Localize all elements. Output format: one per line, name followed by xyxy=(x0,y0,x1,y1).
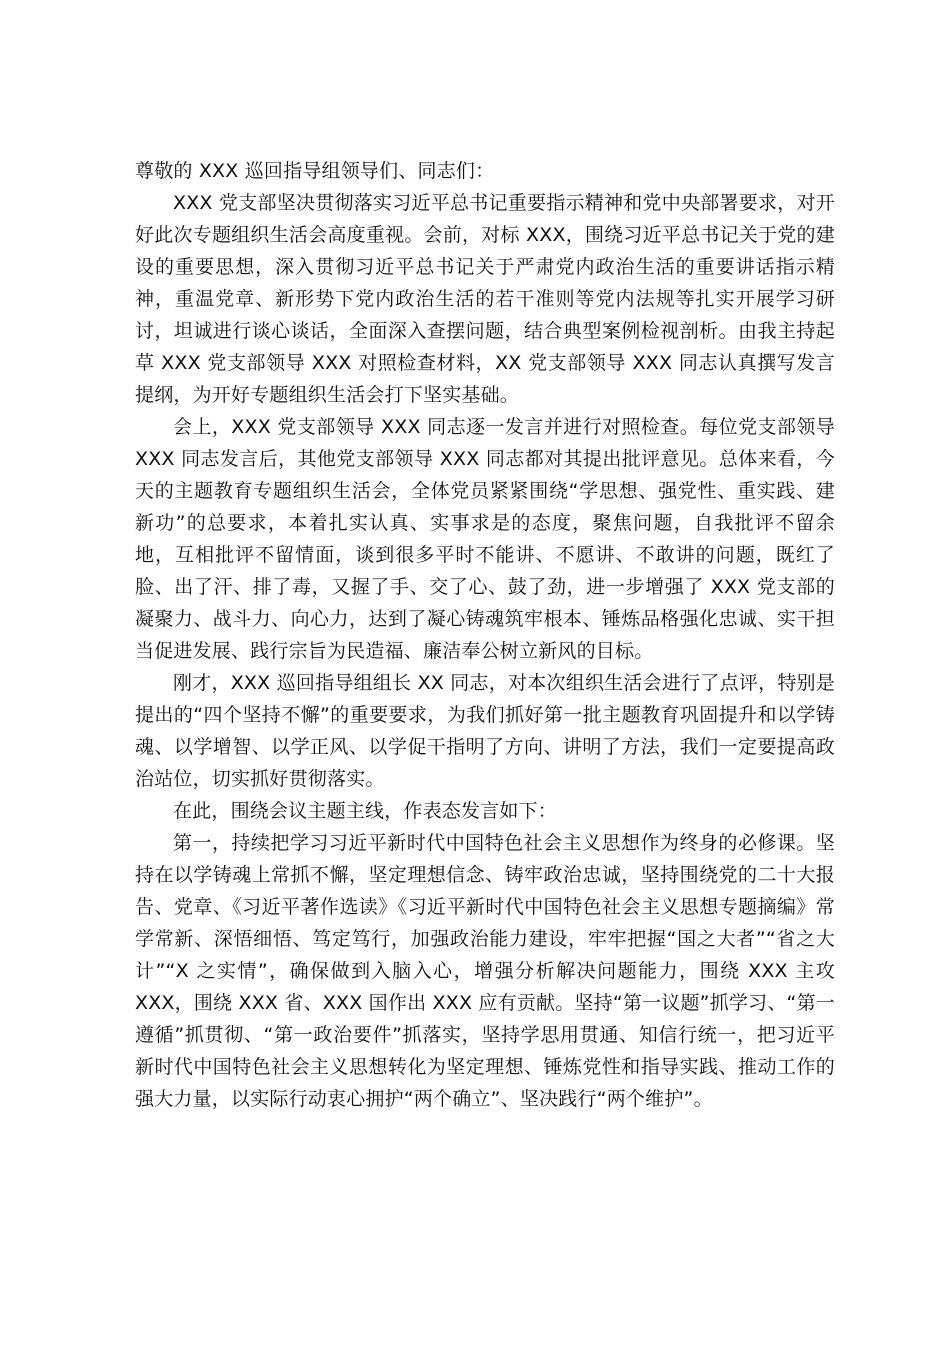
paragraph-1: XXX 党支部坚决贯彻落实习近平总书记重要指示精神和党中央部署要求，对开好此次专题组织生活会高度重视。会前，对标 XXX，围绕习近平总书记关于党的建设的重要思想，深入贯彻习近平总书记关于严肃党内政治生活的重要讲话指示精神，重温党章、新形势下党内政治生活的若干准则等党内法规等扎实开展学习研讨，坦诚进行谈心谈话，全面深入查摆问题，结合典型案例检视剖析。由我主持起草 XXX 党支部领导 XXX 对照检查材料，XX 党支部领导 XXX 同志认真撰写发言提纲，为开好专题组织生活会打下坚实基础。 xyxy=(135,192,835,406)
salutation: 尊敬的 XXX 巡回指导组领导们、同志们： xyxy=(135,160,495,182)
paragraph-3: 刚才，XXX 巡回指导组组长 XX 同志，对本次组织生活会进行了点评，特别是提出的“四个坚持不懈”的重要要求，为我们抓好第一批主题教育巩固提升和以学铸魂、以学增智、以学正风、以学促干指明了方向、讲明了方法，我们一定要提高政治站位，切实抓好贯彻落实。 xyxy=(135,672,835,790)
document-body xyxy=(135,155,835,1115)
paragraph-5: 第一，持续把学习习近平新时代中国特色社会主义思想作为终身的必修课。坚持在以学铸魂上常抓不懈，坚定理想信念、铸牢政治忠诚，坚持围绕党的二十大报告、党章、《习近平著作选读》《习近平新时代中国特色社会主义思想专题摘编》常学常新、深悟细悟、笃定笃行，加强政治能力建设，牢牢把握“国之大者”“省之大计”“X 之实情”，确保做到入脑入心，增强分析解决问题能力，围绕 XXX 主攻 XXX，围绕 XXX 省、XXX 国作出 XXX 应有贡献。坚持“第一议题”抓学习、“第一遵循”抓贯彻、“第一政治要件”抓落实，坚持学思用贯通、知信行统一，把习近平新时代中国特色社会主义思想转化为坚定理想、锤炼党性和指导实践、推动工作的强大力量，以实际行动衷心拥护“两个确立”、坚决践行“两个维护”。 xyxy=(135,832,835,1110)
paragraph-2: 会上，XXX 党支部领导 XXX 同志逐一发言并进行对照检查。每位党支部领导 XXX 同志发言后，其他党支部领导 XXX 同志都对其提出批评意见。总体来看，今天的主题教育专题组织生活会，全体党员紧紧围绕“学思想、强党性、重实践、建新功”的总要求，本着扎实认真、实事求是的态度，聚焦问题，自我批评不留余地，互相批评不留情面，谈到很多平时不能讲、不愿讲、不敢讲的问题，既红了脸、出了汗、排了毒，又握了手、交了心、鼓了劲，进一步增强了 XXX 党支部的凝聚力、战斗力、向心力，达到了凝心铸魂筑牢根本、锤炼品格强化忠诚、实干担当促进发展、践行宗旨为民造福、廉洁奉公树立新风的目标。 xyxy=(135,416,835,662)
paragraph-4: 在此，围绕会议主题主线，作表态发言如下： xyxy=(173,800,558,822)
